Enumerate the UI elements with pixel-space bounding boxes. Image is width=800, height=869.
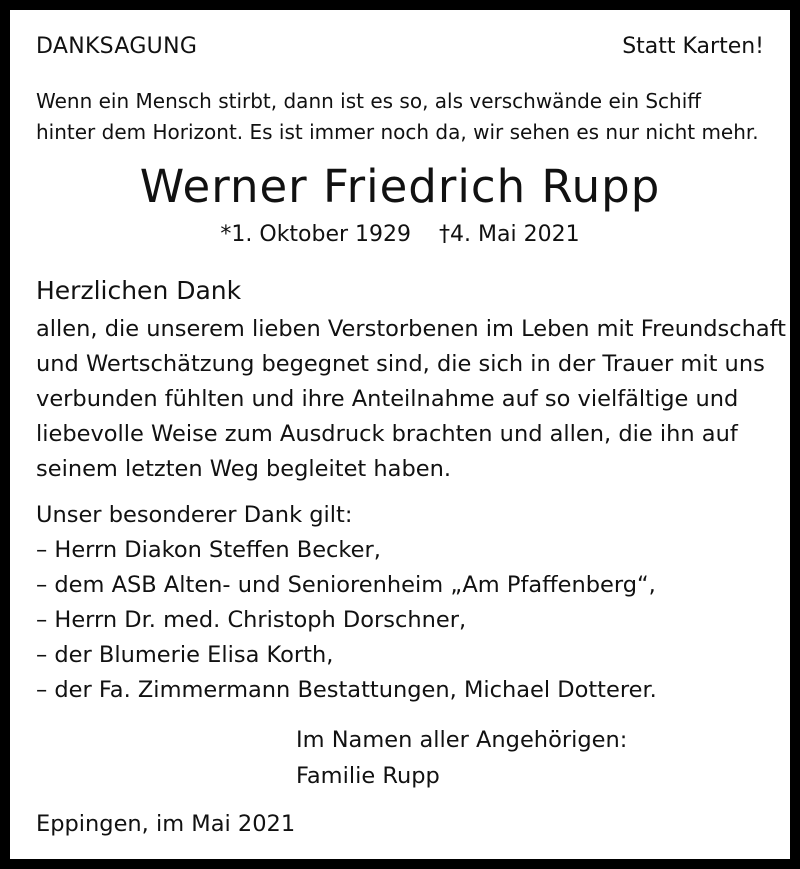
thanks-line: und Wertschätzung begegnet sind, die sich in der Trauer mit uns bbox=[36, 351, 765, 377]
thanks-line: verbunden fühlten und ihre Anteilnahme auf so vielfältige und bbox=[36, 386, 739, 412]
quote-line: hinter dem Horizont. Es ist immer noch da, wir sehen es nur nicht mehr. bbox=[36, 120, 759, 144]
notice-note: Statt Karten! bbox=[622, 34, 764, 59]
thanks-line: liebevolle Weise zum Ausdruck brachten und allen, die ihn auf bbox=[36, 421, 738, 447]
family-signature bbox=[296, 722, 627, 794]
signature-family: Familie Rupp bbox=[296, 763, 440, 789]
deceased-name: Werner Friedrich Rupp bbox=[139, 160, 661, 213]
birth-date: *1. Oktober 1929 bbox=[220, 222, 412, 247]
quote-line: Wenn ein Mensch stirbt, dann ist es so, als verschwände ein Schiff bbox=[36, 89, 702, 113]
special-thanks-item: – der Blumerie Elisa Korth, bbox=[36, 642, 334, 668]
special-thanks-intro: Unser besonderer Dank gilt: bbox=[36, 502, 353, 528]
special-thanks-item: – der Fa. Zimmermann Bestattungen, Michael Dotterer. bbox=[36, 677, 657, 703]
special-thanks-item: – Herrn Diakon Steffen Becker, bbox=[36, 537, 381, 563]
death-date: †4. Mai 2021 bbox=[439, 222, 580, 247]
special-thanks-item: – dem ASB Alten- und Seniorenheim „Am Pfaffenberg“, bbox=[36, 572, 656, 598]
thanks-heading: Herzlichen Dank bbox=[36, 276, 242, 305]
special-thanks-item: – Herrn Dr. med. Christoph Dorschner, bbox=[36, 607, 467, 633]
thanks-line: seinem letzten Weg begleitet haben. bbox=[36, 456, 451, 482]
special-thanks bbox=[36, 498, 657, 708]
notice-title: DANKSAGUNG bbox=[36, 34, 198, 59]
place-date: Eppingen, im Mai 2021 bbox=[36, 811, 296, 837]
thanks-line: allen, die unserem lieben Verstorbenen im Leben mit Freundschaft bbox=[36, 316, 786, 342]
thanks-text bbox=[36, 312, 786, 487]
life-dates bbox=[10, 222, 790, 247]
signature-line: Im Namen aller Angehörigen: bbox=[296, 727, 628, 753]
quote bbox=[36, 86, 759, 148]
